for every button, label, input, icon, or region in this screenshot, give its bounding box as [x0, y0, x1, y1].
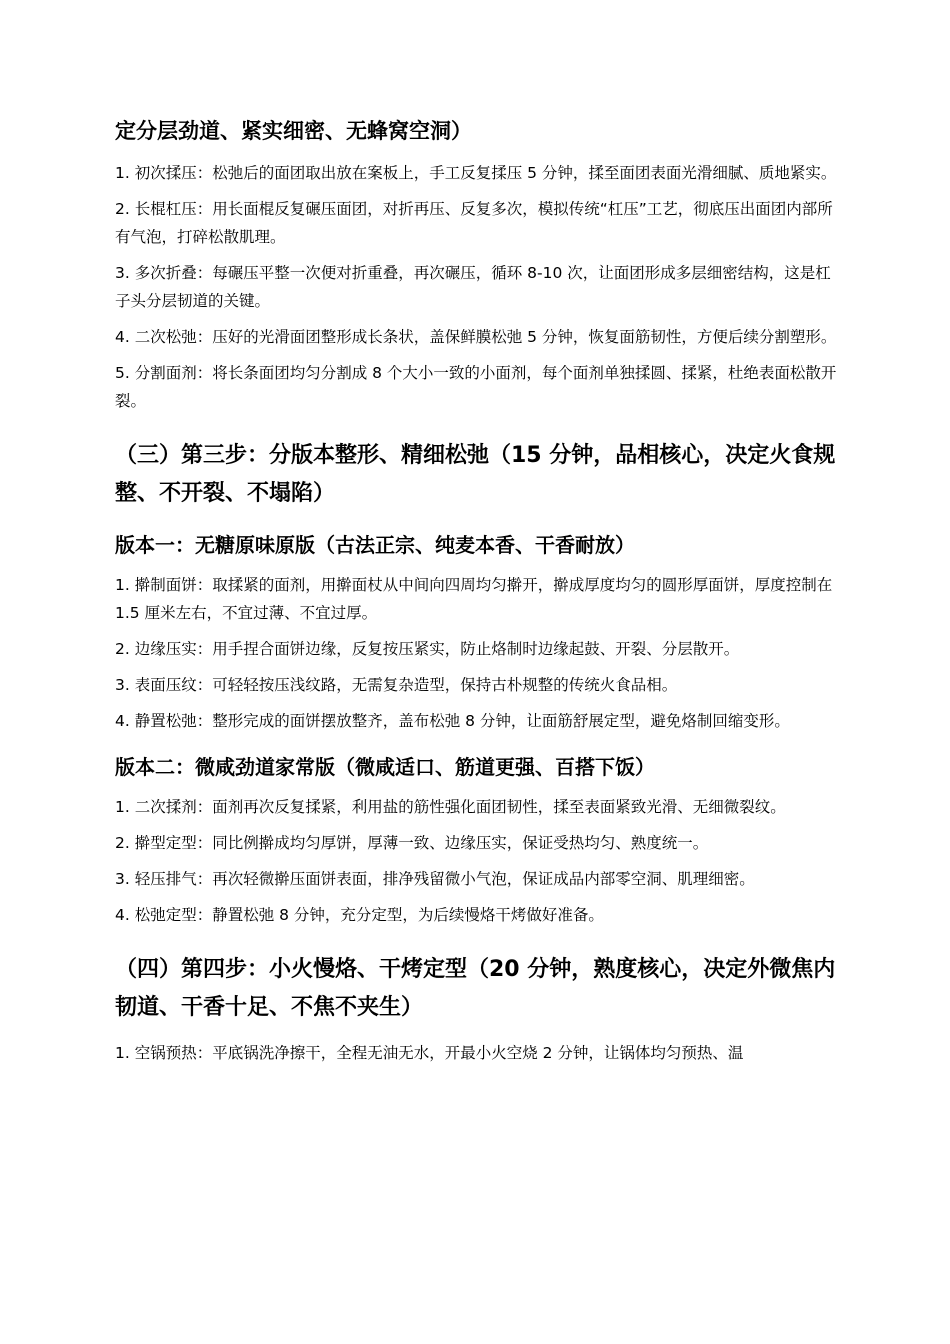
- step2-list: [115, 159, 840, 415]
- version2-list: [115, 793, 840, 929]
- list-item: 2. 长棍杠压：用长面棍反复碾压面团，对折再压、反复多次，模拟传统“杠压”工艺，彻底压出面团内部所有气泡，打碎松散肌理。: [115, 200, 833, 246]
- continued-heading: 定分层劲道、紧实细密、无蜂窝空洞）: [115, 119, 472, 143]
- list-item: 4. 松弛定型：静置松弛 8 分钟，充分定型，为后续慢烙干烤做好准备。: [115, 906, 604, 924]
- list-item: 3. 轻压排气：再次轻微擀压面饼表面，排净残留微小气泡，保证成品内部零空洞、肌理细密。: [115, 870, 755, 888]
- list-item: 1. 二次揉剂：面剂再次反复揉紧，利用盐的筋性强化面团韧性，揉至表面紧致光滑、无细微裂纹。: [115, 798, 786, 816]
- list-item: 3. 多次折叠：每碾压平整一次便对折重叠，再次碾压，循环 8-10 次，让面团形成多层细密结构，这是杠子头分层韧道的关键。: [115, 264, 831, 310]
- list-item: 2. 擀型定型：同比例擀成均匀厚饼，厚薄一致、边缘压实，保证受热均匀、熟度统一。: [115, 834, 709, 852]
- list-item: 1. 空锅预热：平底锅洗净擦干，全程无油无水，开最小火空烧 2 分钟，让锅体均匀预热、温: [115, 1044, 744, 1062]
- list-item: 3. 表面压纹：可轻轻按压浅纹路，无需复杂造型，保持古朴规整的传统火食品相。: [115, 676, 678, 694]
- version1-list: [115, 571, 840, 735]
- version1-heading: 版本一：无糖原味原版（古法正宗、纯麦本香、干香耐放）: [115, 533, 635, 557]
- list-item: 4. 静置松弛：整形完成的面饼摆放整齐，盖布松弛 8 分钟，让面筋舒展定型，避免烙制回缩变形。: [115, 712, 790, 730]
- step3-heading: （三）第三步：分版本整形、精细松弛（15 分钟，品相核心，决定火食规整、不开裂、不塌陷）: [115, 443, 836, 506]
- list-item: 5. 分割面剂：将长条面团均匀分割成 8 个大小一致的小面剂，每个面剂单独揉圆、揉紧，杜绝表面松散开裂。: [115, 364, 837, 410]
- list-item: 2. 边缘压实：用手捏合面饼边缘，反复按压紧实，防止烙制时边缘起鼓、开裂、分层散开。: [115, 640, 740, 658]
- list-item: 4. 二次松弛：压好的光滑面团整形成长条状，盖保鲜膜松弛 5 分钟，恢复面筋韧性，方便后续分割塑形。: [115, 328, 837, 346]
- list-item: 1. 擀制面饼：取揉紧的面剂，用擀面杖从中间向四周均匀擀开，擀成厚度均匀的圆形厚面饼，厚度控制在 1.5 厘米左右，不宜过薄、不宜过厚。: [115, 576, 833, 622]
- list-item: 1. 初次揉压：松弛后的面团取出放在案板上，手工反复揉压 5 分钟，揉至面团表面光滑细腻、质地紧实。: [115, 164, 837, 182]
- step4-heading: （四）第四步：小火慢烙、干烤定型（20 分钟，熟度核心，决定外微焦内韧道、干香十足、不焦不夹生）: [115, 957, 836, 1020]
- version2-heading: 版本二：微咸劲道家常版（微咸适口、筋道更强、百搭下饭）: [115, 755, 655, 779]
- step4-list: [115, 1039, 840, 1067]
